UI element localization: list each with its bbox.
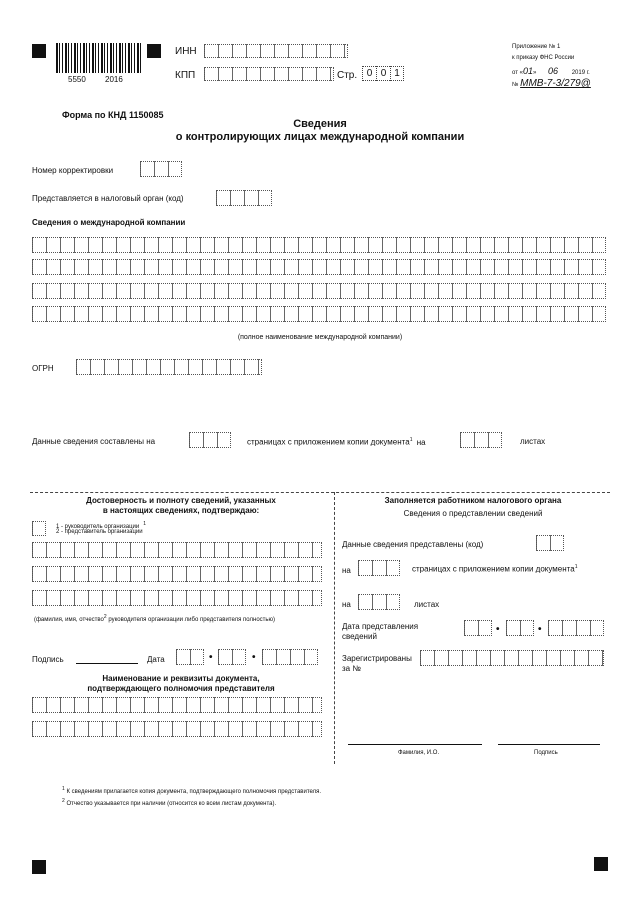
option-footnote-ref: 1 (143, 521, 146, 527)
tax-officer-subheading: Сведения о представлении сведений (403, 509, 543, 518)
appendix-month: 06 (548, 66, 559, 76)
signature-label: Подпись (32, 655, 64, 664)
compiled-middle-text: страницах с приложением копии документа (247, 437, 410, 447)
submission-date-label-1: Дата представления (342, 622, 419, 631)
compiled-middle (247, 437, 426, 447)
barcode-number-right: 2016 (105, 75, 123, 84)
fio-row-2[interactable] (32, 566, 322, 582)
block-divider (334, 492, 335, 764)
tax-authority-label: Представляется в налоговый орган (код) (32, 194, 184, 203)
appendix-day: 01 (522, 66, 533, 76)
compiled-footnote-ref: 1 (409, 437, 413, 443)
fio-row-3[interactable] (32, 590, 322, 606)
registration-number-input[interactable] (420, 650, 604, 666)
appendix-no-value: ММВ-7-3/279@ (520, 78, 591, 89)
footnote-1-text: К сведениям прилагается копия документа, подтверждающего полномочия представителя. (66, 789, 322, 795)
confirmer-type-input[interactable] (32, 521, 46, 536)
doc-heading-2: подтверждающего полномочия представителя (87, 684, 275, 693)
submission-date-separator-2: • (538, 624, 542, 635)
form-title: Сведения (293, 118, 347, 130)
form-subtitle: о контролирующих лицах международной компании (175, 131, 465, 143)
sheets-input[interactable] (358, 594, 400, 610)
submission-date-separator-1: • (496, 624, 500, 635)
kpp-label: КПП (175, 70, 196, 81)
compiled-suffix: листах (520, 437, 546, 446)
inn-input[interactable] (204, 44, 348, 58)
option-head-text: 1 - руководитель организации (56, 524, 140, 530)
submission-month-input[interactable] (506, 620, 534, 636)
pages-footnote-ref: 1 (574, 564, 578, 570)
option-representative: 2 - представитель организации (56, 529, 143, 535)
compiled-prefix: Данные сведения составлены на (32, 437, 156, 446)
doc-heading-1: Наименование и реквизиты документа, (102, 674, 260, 683)
pages-text-body: страницах с приложением копии документа (412, 564, 575, 574)
confirmation-heading-1: Достоверность и полноту сведений, указанных (86, 496, 276, 505)
appendix-number (512, 78, 591, 89)
sheets-na-label: на (342, 600, 351, 609)
company-name-caption: (полное наименование международной компании) (237, 334, 403, 341)
appendix-year: 2019 г. (571, 70, 590, 76)
registered-label-1: Зарегистрированы (342, 654, 412, 663)
footnote-1-marker: 1 (62, 786, 65, 792)
fio-caption-suffix: руководителя организации либо представителя полностью) (108, 617, 276, 623)
doc-row-1[interactable] (32, 697, 322, 713)
footnote-2 (62, 798, 276, 807)
date-month-input[interactable] (218, 649, 246, 665)
doc-row-2[interactable] (32, 721, 322, 737)
officer-signature-caption: Подпись (534, 750, 558, 756)
submission-date-label-2: сведений (342, 632, 377, 641)
date-separator-1: • (209, 652, 213, 663)
kpp-input[interactable] (204, 67, 334, 81)
barcode (56, 43, 142, 73)
page-number-cells (362, 66, 404, 81)
registered-label-2: за № (342, 664, 361, 673)
pages-text (412, 564, 577, 574)
submitted-code-input[interactable] (536, 535, 564, 551)
page-digit: 0 (362, 66, 376, 81)
page-digit: 1 (390, 66, 404, 81)
compiled-na: на (416, 437, 426, 447)
page-digit: 0 (376, 66, 390, 81)
company-name-row-2[interactable] (32, 259, 606, 275)
submission-year-input[interactable] (548, 620, 604, 636)
block-top-border (30, 492, 610, 493)
fio-caption-prefix: (фамилия, имя, отчество (34, 617, 104, 623)
tax-officer-heading: Заполняется работником налогового органа (384, 496, 562, 505)
correction-label: Номер корректировки (32, 166, 114, 175)
appendix-line2: к приказу ФНС России (512, 55, 575, 61)
appendix-date-prefix: от « (512, 70, 523, 76)
officer-name-caption: Фамилия, И.О. (398, 750, 440, 756)
compiled-pages-input[interactable] (189, 432, 231, 448)
signature-line[interactable] (76, 663, 138, 664)
ogrn-input[interactable] (76, 359, 262, 375)
officer-name-line[interactable] (348, 744, 482, 745)
date-label: Дата (147, 655, 165, 664)
company-name-row-3[interactable] (32, 283, 606, 299)
page-label: Стр. (337, 70, 358, 81)
ogrn-label: ОГРН (32, 364, 54, 373)
registration-marker-top-left (32, 44, 46, 58)
fio-caption-footnote-ref: 2 (103, 614, 107, 620)
fio-caption (34, 614, 275, 623)
sheets-text: листах (414, 600, 440, 609)
company-name-row-4[interactable] (32, 306, 606, 322)
company-name-row-1[interactable] (32, 237, 606, 253)
footnote-2-text: Отчество указывается при наличии (относится ко всем листам документа). (66, 801, 277, 807)
barcode-number-left: 5550 (68, 75, 86, 84)
date-day-input[interactable] (176, 649, 204, 665)
appendix-line1: Приложение № 1 (512, 44, 561, 50)
pages-na-label: на (342, 566, 351, 575)
tax-authority-input[interactable] (216, 190, 272, 206)
company-section-heading: Сведения о международной компании (32, 218, 186, 227)
confirmation-heading-2: в настоящих сведениях, подтверждаю: (102, 506, 260, 515)
registration-marker-bottom-right (594, 857, 608, 871)
compiled-sheets-input[interactable] (460, 432, 502, 448)
form-code: Форма по КНД 1150085 (62, 110, 164, 120)
submitted-code-label: Данные сведения представлены (код) (342, 540, 484, 549)
fio-row-1[interactable] (32, 542, 322, 558)
correction-input[interactable] (140, 161, 182, 177)
pages-input[interactable] (358, 560, 400, 576)
registration-marker-bottom-left (32, 860, 46, 874)
officer-signature-line[interactable] (498, 744, 600, 745)
appendix-date-mid: » (532, 70, 537, 76)
submission-day-input[interactable] (464, 620, 492, 636)
footnote-1 (62, 786, 321, 795)
appendix-no-prefix: № (512, 82, 519, 88)
footnote-2-marker: 2 (62, 798, 65, 804)
date-year-input[interactable] (262, 649, 318, 665)
date-separator-2: • (252, 652, 256, 663)
inn-label: ИНН (175, 46, 197, 57)
appendix-line3 (512, 66, 590, 76)
registration-marker-top-right (147, 44, 161, 58)
